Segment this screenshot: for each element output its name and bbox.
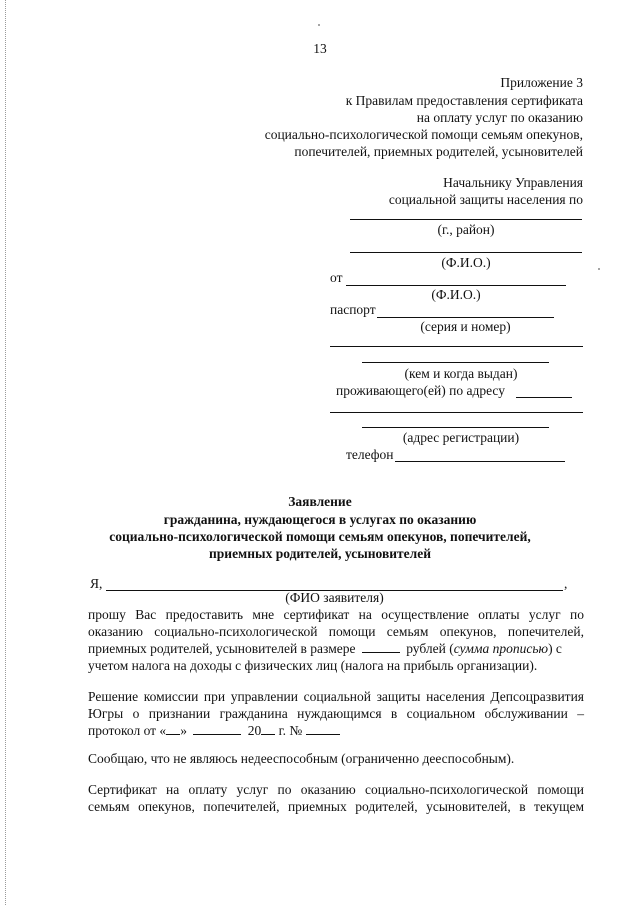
appendix-line: на оплату услуг по оказанию <box>416 110 583 125</box>
appendix-line: к Правилам предоставления сертификата <box>345 93 583 108</box>
application-subtitle: социально-психологической помощи семьям опекунов, попечителей, <box>109 529 531 544</box>
p1-italic: сумма прописью <box>453 641 549 656</box>
appendix-title: Приложение 3 <box>500 75 583 90</box>
paragraph-3: Сообщаю, что не являюсь недееспособным (ограниченно дееспособным). <box>88 751 515 766</box>
comma: , <box>564 576 568 591</box>
application-subtitle: гражданина, нуждающегося в услугах по оказанию <box>163 512 477 527</box>
protocol-number-label: г. № <box>278 723 303 738</box>
protocol-number-field-line <box>306 734 340 735</box>
passport-field-line <box>377 317 554 318</box>
paragraph-1-line: оказанию социально-психологической помощи семьям опекунов, попечителей, <box>88 624 584 639</box>
paragraph-4-line: семьям опекунов, попечителей, приемных родителей, усыновителей, в текущем <box>88 799 584 814</box>
p1-text-c: ) с <box>548 641 562 656</box>
address-field-line <box>516 397 572 398</box>
application-subtitle: приемных родителей, усыновителей <box>209 546 431 561</box>
address-field-line-3 <box>362 427 549 428</box>
scan-left-edge <box>5 0 7 905</box>
protocol-text-b: » <box>180 723 187 738</box>
day-field-line <box>166 734 180 735</box>
page-number: 13 <box>313 41 327 56</box>
protocol-year-prefix: 20 <box>247 723 262 738</box>
from-label: от <box>330 270 343 285</box>
issued-field-line-2 <box>362 362 549 363</box>
paragraph-1-line <box>88 641 584 657</box>
p1-text-a: приемных родителей, усыновителей в размере <box>88 641 356 656</box>
issued-caption: (кем и когда выдан) <box>404 366 518 381</box>
head-fio-field-line <box>350 252 582 253</box>
month-field-line <box>193 734 241 735</box>
appendix-line: социально-психологической помощи семьям опекунов, <box>264 127 583 142</box>
year-field-line <box>261 734 275 735</box>
passport-label: паспорт <box>330 302 376 317</box>
applicant-fio-field-line <box>346 285 566 286</box>
phone-label: телефон <box>346 447 394 462</box>
i-label: Я, <box>90 576 103 591</box>
passport-series-caption: (серия и номер) <box>420 319 511 334</box>
issued-field-line <box>330 346 583 347</box>
paragraph-1-line: учетом налога на доходы с физических лиц (налога на прибыль организации). <box>88 658 538 673</box>
appendix-line: попечителей, приемных родителей, усыновителей <box>294 144 583 159</box>
scan-speck <box>598 268 600 270</box>
head-fio-caption: (Ф.И.О.) <box>441 255 491 270</box>
paragraph-4-line: Сертификат на оплату услуг по оказанию социально-психологической помощи <box>88 782 584 797</box>
paragraph-2-line: Югры о признании гражданина нуждающимся в социальном обслуживании – <box>88 706 584 721</box>
residing-label: проживающего(ей) по адресу <box>336 383 505 398</box>
paragraph-2-line: Решение комиссии при управлении социальной защиты населения Депсоцразвития <box>88 689 584 704</box>
phone-field-line <box>395 461 565 462</box>
city-field-line <box>350 219 582 220</box>
applicant-fio-caption: (Ф.И.О.) <box>431 287 481 302</box>
addressee-line: социальной защиты населения по <box>388 192 583 207</box>
application-title: Заявление <box>288 494 352 509</box>
paragraph-1-line: прошу Вас предоставить мне сертификат на осуществление оплаты услуг по <box>88 607 584 622</box>
city-caption: (г., район) <box>437 222 495 237</box>
addressee-line: Начальнику Управления <box>443 175 583 190</box>
paragraph-2-line <box>88 723 340 739</box>
applicant-caption: (ФИО заявителя) <box>285 590 384 605</box>
p1-text-b: рублей ( <box>406 641 454 656</box>
scan-speck <box>318 24 320 26</box>
address-field-line-2 <box>330 412 583 413</box>
amount-field-line <box>362 652 400 653</box>
address-caption: (адрес регистрации) <box>402 430 520 445</box>
protocol-text-a: протокол от « <box>88 723 167 738</box>
